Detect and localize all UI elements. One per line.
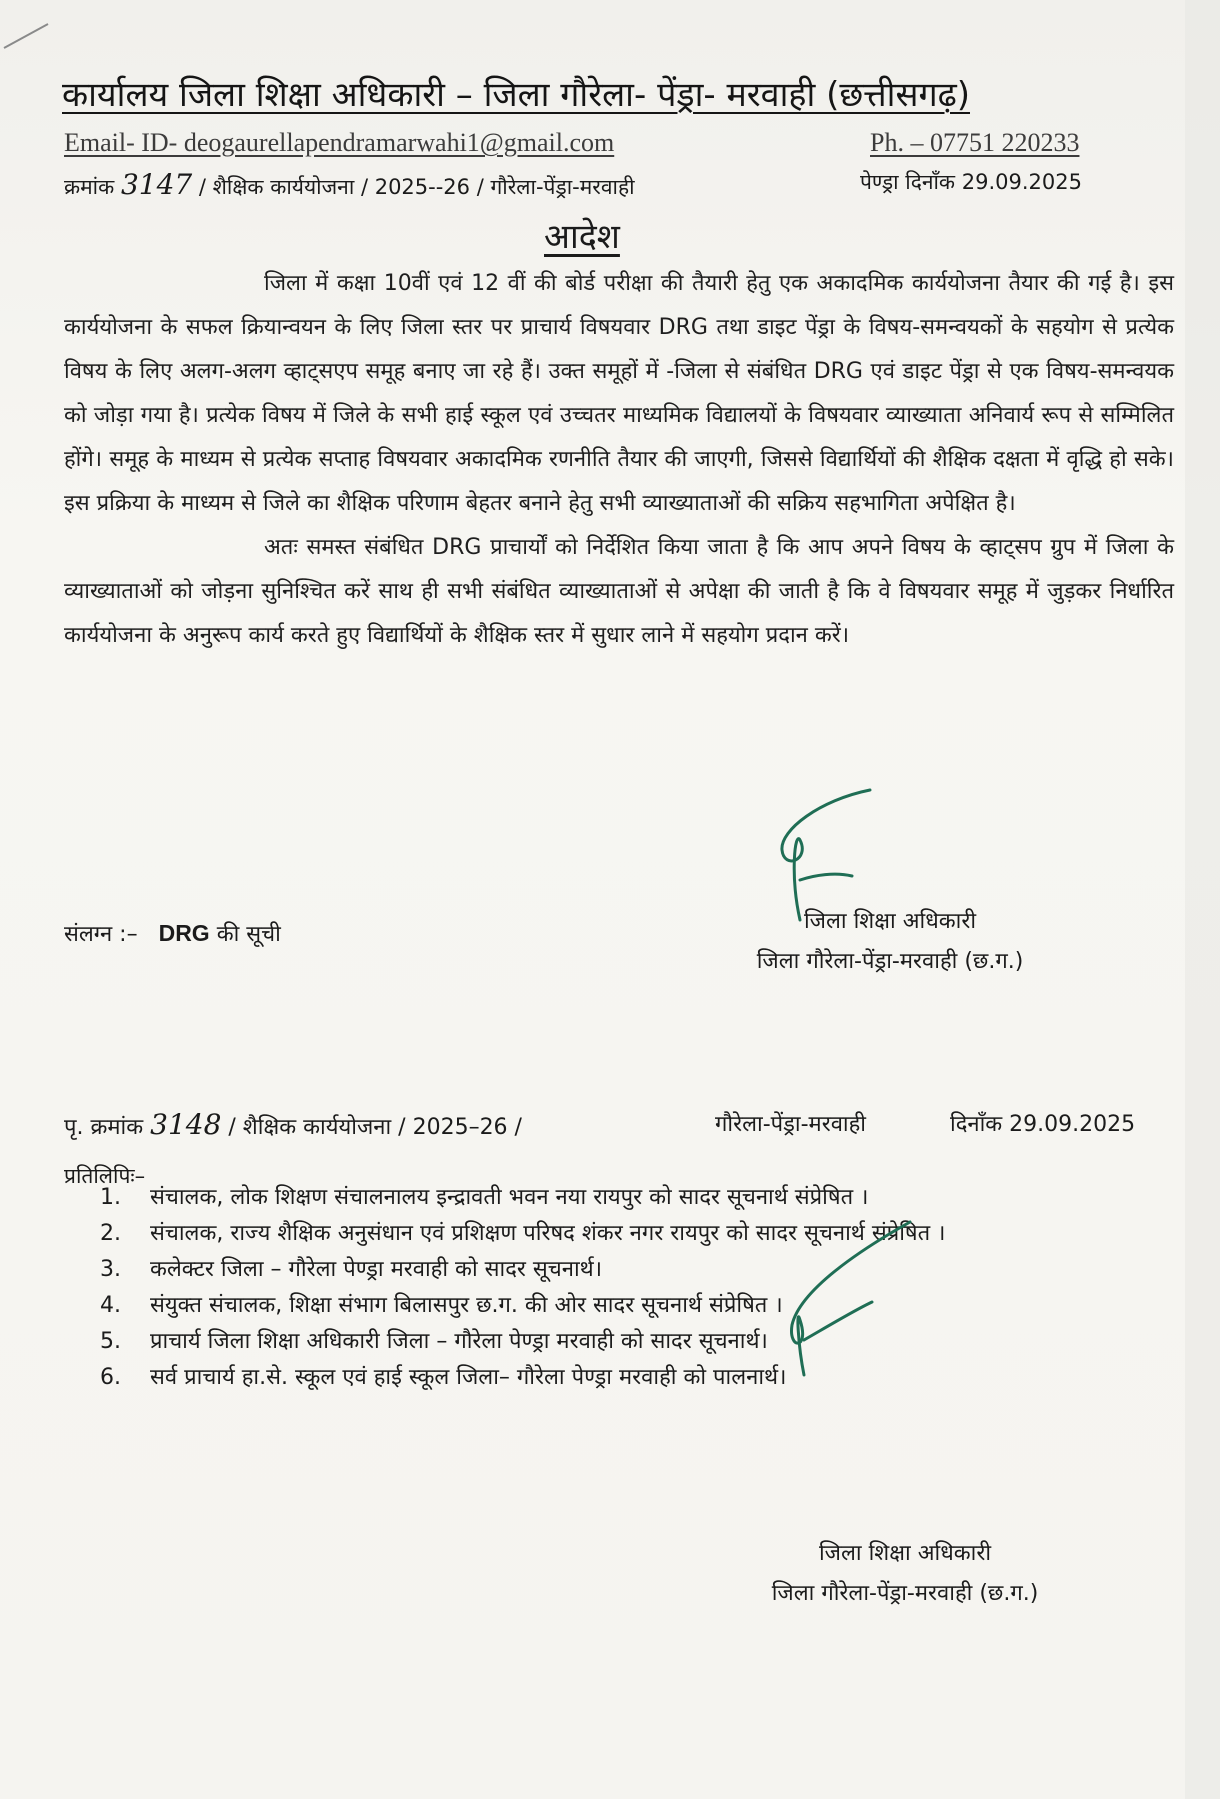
signature-2 [760, 1210, 930, 1380]
office-phone: Ph. – 07751 220233 [870, 128, 1080, 157]
reference-path: / शैक्षिक कार्ययोजना / 2025--26 / गौरेला-पेंड्रा-मरवाही [198, 175, 635, 199]
list-item-text: संचालक, राज्य शैक्षिक अनुसंधान एवं प्रशिक्षण परिषद शंकर नगर रायपुर को सादर सूचनार्थ संप्रेषित । [150, 1221, 946, 1246]
list-item-text: संयुक्त संचालक, शिक्षा संभाग बिलासपुर छ.ग. की ओर सादर सूचनार्थ संप्रेषित । [150, 1293, 783, 1318]
reference-date: पेण्ड्रा दिनाँक 29.09.2025 [860, 170, 1082, 194]
list-item [100, 1324, 1180, 1360]
copy-reference-number-handwritten: 3148 [150, 1108, 222, 1141]
signature-stroke-2 [800, 874, 852, 880]
order-paragraph-1: जिला में कक्षा 10वीं एवं 12 वीं की बोर्ड परीक्षा की तैयारी हेतु एक अकादमिक कार्ययोजना तैयार की गई है। इस कार्ययोजना के सफल क्रियान्वयन के लिए जिला स्तर पर प्राचार्य विषयवार DRG तथा डाइट पेंड्रा के विषय-समन्वयकों के सहयोग से प्रत्येक विषय के लिए अलग-अलग व्हाट्सएप समूह बनाए जा रहे हैं। उक्त समूहों में -जिला से संबंधित DRG एवं डाइट पेंड्रा से एक विषय-समन्वयक को जोड़ा गया है। प्रत्येक विषय में जिले के सभी हाई स्कूल एवं उच्चतर माध्यमिक विद्यालयों के विषयवार व्याख्याता अनिवार्य रूप से सम्मिलित होंगे। समूह के माध्यम से प्रत्येक सप्ताह विषयवार अकादमिक रणनीति तैयार की जाएगी, जिससे विद्यार्थियों की शैक्षिक दक्षता में वृद्धि हो सके। इस प्रक्रिया के माध्यम से जिले का शैक्षिक परिणाम बेहतर बनाने हेतु सभी व्याख्याताओं की सक्रिय सहभागिता अपेक्षित है। [64, 271, 1174, 516]
list-item-number: 1. [100, 1185, 121, 1210]
copy-reference-date: दिनाँक 29.09.2025 [950, 1112, 1136, 1137]
list-item [100, 1288, 1180, 1324]
signature-stroke-3 [792, 1222, 910, 1375]
list-item [100, 1216, 1180, 1252]
page-mark [4, 24, 48, 48]
list-item [100, 1180, 1180, 1216]
office-title: कार्यालय जिला शिक्षा अधिकारी – जिला गौरेला- पेंड्रा- मरवाही (छत्तीसगढ़) [62, 75, 970, 115]
copy-reference-path: / शैक्षिक कार्ययोजना / 2025–26 / [228, 1115, 522, 1140]
enclosure-note [64, 918, 281, 948]
signature-stroke-1 [782, 790, 870, 920]
copy-reference-prefix: पृ. क्रमांक [64, 1115, 144, 1140]
signatory-2-district: जिला गौरेला-पेंड्रा-मरवाही (छ.ग.) [771, 1581, 1039, 1606]
reference-prefix: क्रमांक [64, 175, 115, 199]
reference-line [64, 168, 635, 201]
enclosure-rest: की सूची [216, 922, 281, 947]
list-item-text: संचालक, लोक शिक्षण संचालनालय इन्द्रावती भवन नया रायपुर को सादर सूचनार्थ संप्रेषित । [150, 1185, 869, 1210]
list-item-number: 2. [100, 1221, 121, 1246]
list-item-number: 5. [100, 1329, 121, 1354]
reference-number-handwritten: 3147 [120, 168, 193, 201]
list-item [100, 1252, 1180, 1288]
list-item [100, 1360, 1180, 1396]
copies-label: प्रतिलिपिः– [64, 1164, 146, 1188]
list-item-text: प्राचार्य जिला शिक्षा अधिकारी जिला – गौरेला पेण्ड्रा मरवाही को सादर सूचनार्थ। [150, 1329, 768, 1354]
copy-reference-line [64, 1108, 522, 1141]
list-item-number: 6. [100, 1365, 121, 1390]
order-paragraph-2: अतः समस्त संबंधित DRG प्राचार्यों को निर्देशित किया जाता है कि आप अपने विषय के व्हाट्सप ग्रुप में जिला के व्याख्याताओं को जोड़ना सुनिश्चित करें साथ ही सभी संबंधित व्याख्याताओं से अपेक्षा की जाती है कि वे विषयवार समूह में जुड़कर निर्धारित कार्ययोजना के अनुरूप कार्य करते हुए विद्यार्थियों के शैक्षिक स्तर में सुधार लाने में सहयोग प्रदान करें। [64, 535, 1174, 648]
list-item-number: 4. [100, 1293, 121, 1318]
signatory-block-1 [740, 902, 1040, 982]
list-item-text: कलेक्टर जिला – गौरेला पेण्ड्रा मरवाही को सादर सूचनार्थ। [150, 1257, 603, 1282]
signatory-1-district: जिला गौरेला-पेंड्रा-मरवाही (छ.ग.) [756, 949, 1024, 974]
order-heading: आदेश [544, 217, 620, 257]
signatory-2-title: जिला शिक्षा अधिकारी [818, 1541, 992, 1566]
copies-list [100, 1180, 1180, 1396]
copy-reference-place: गौरेला-पेंड्रा-मरवाही [715, 1112, 867, 1137]
signature-stroke-4 [804, 1302, 872, 1340]
enclosure-bold: DRG [158, 920, 210, 946]
right-shadow [1185, 0, 1220, 1799]
signatory-block-2 [740, 1534, 1070, 1614]
office-email: Email- ID- deogaurellapendramarwahi1@gmail.com [64, 128, 615, 157]
list-item-text: सर्व प्राचार्य हा.से. स्कूल एवं हाई स्कूल जिला– गौरेला पेण्ड्रा मरवाही को पालनार्थ। [150, 1365, 787, 1390]
list-item-number: 3. [100, 1257, 121, 1282]
order-body [64, 262, 1174, 658]
signatory-1-title: जिला शिक्षा अधिकारी [803, 909, 977, 934]
enclosure-label: संलग्न :– [64, 922, 138, 947]
